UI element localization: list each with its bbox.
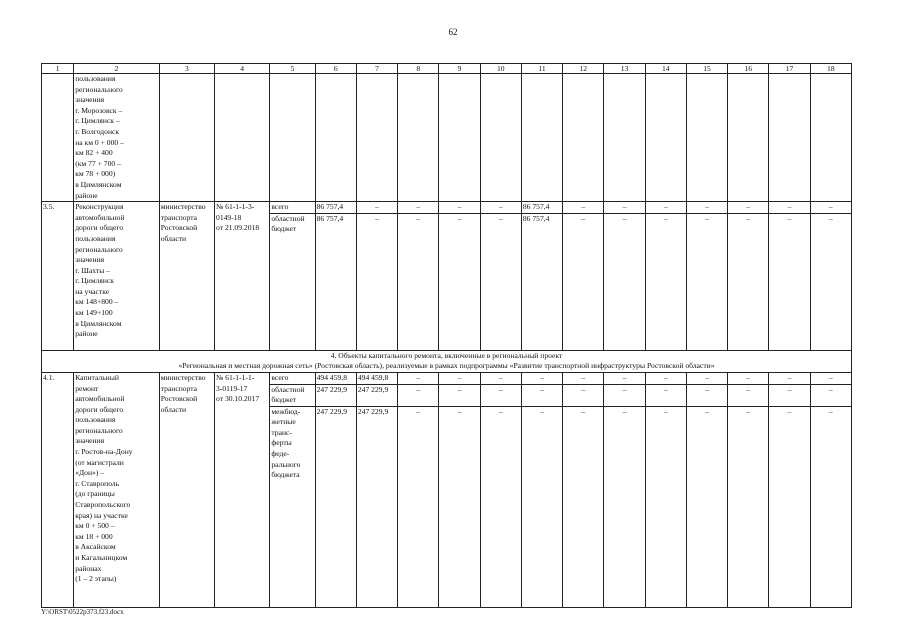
dash-cell: – — [521, 384, 562, 406]
column-number: 11 — [521, 64, 562, 74]
empty-cell — [315, 74, 356, 202]
section-heading-row — [42, 350, 852, 372]
item-number: 4.1. — [42, 372, 74, 607]
column-number: 6 — [315, 64, 356, 74]
dash-cell: – — [645, 202, 686, 214]
dash-cell: – — [439, 384, 480, 406]
table-row — [42, 74, 852, 202]
amount-cell: 86 757,4 — [315, 213, 356, 350]
empty-cell — [356, 74, 397, 202]
column-number: 16 — [728, 64, 769, 74]
column-number: 5 — [270, 64, 315, 74]
dash-cell: – — [686, 406, 727, 607]
amount-cell: 247 229,9 — [315, 384, 356, 406]
table-row — [42, 372, 852, 384]
dash-cell: – — [480, 213, 521, 350]
dash-cell: – — [810, 384, 851, 406]
object-name: пользования регионального значения г. Морозовск – г. Цимлянск – г. Волгодонск на км 0 + 000 – км 82 + 400 (км 77 + 700 – км 78 + 000) в Цимлянском районе — [74, 74, 160, 202]
column-number: 15 — [686, 64, 727, 74]
dash-cell: – — [521, 406, 562, 607]
section-heading-line: 4. Объекты капитального ремонта, включенные в региональный проект — [330, 350, 563, 360]
dash-cell: – — [563, 406, 604, 607]
dash-cell: – — [686, 372, 727, 384]
column-number: 1 — [42, 64, 74, 74]
empty-cell — [645, 74, 686, 202]
dash-cell: – — [645, 406, 686, 607]
amount-cell: 86 757,4 — [315, 202, 356, 214]
funding-source: всего — [270, 202, 315, 214]
dash-cell: – — [480, 372, 521, 384]
dash-cell: – — [769, 213, 810, 350]
empty-cell — [604, 74, 645, 202]
dash-cell: – — [810, 202, 851, 214]
dash-cell: – — [563, 202, 604, 214]
empty-cell — [159, 74, 214, 202]
dash-cell: – — [398, 213, 439, 350]
dash-cell: – — [810, 372, 851, 384]
dash-cell: – — [398, 372, 439, 384]
dash-cell: – — [728, 406, 769, 607]
dash-cell: – — [810, 406, 851, 607]
dash-cell: – — [480, 384, 521, 406]
dash-cell: – — [356, 213, 397, 350]
amount-cell: 247 229,9 — [356, 384, 397, 406]
dash-cell: – — [645, 384, 686, 406]
dash-cell: – — [398, 202, 439, 214]
empty-cell — [439, 74, 480, 202]
dash-cell: – — [769, 384, 810, 406]
dash-cell: – — [439, 213, 480, 350]
empty-cell — [215, 74, 270, 202]
column-number: 12 — [563, 64, 604, 74]
dash-cell: – — [810, 213, 851, 350]
dash-cell: – — [645, 372, 686, 384]
empty-cell — [686, 74, 727, 202]
dash-cell: – — [439, 406, 480, 607]
empty-cell — [728, 74, 769, 202]
amount-cell: 494 459,8 — [356, 372, 397, 384]
dash-cell: – — [728, 372, 769, 384]
column-number: 8 — [398, 64, 439, 74]
empty-cell — [521, 74, 562, 202]
dash-cell: – — [645, 213, 686, 350]
amount-cell: 247 229,9 — [315, 406, 356, 607]
object-name: Капитальный ремонт автомобильной дороги общего пользования регионального значения г. Ростов-на-Дону (от магистрали «Дон») – г. Ставрополь (до границы Ставропольского края) на участке км 0 + 500 – км 18 + 000 в Аксайском и Кагальницком районах (1 – 2 этапы) — [74, 372, 160, 607]
dash-cell: – — [480, 202, 521, 214]
empty-cell — [42, 74, 74, 202]
funding-source: областной бюджет — [270, 213, 315, 350]
column-number: 2 — [74, 64, 160, 74]
empty-cell — [398, 74, 439, 202]
amount-cell: 86 757,4 — [521, 202, 562, 214]
item-number: 3.5. — [42, 202, 74, 351]
column-number: 7 — [356, 64, 397, 74]
file-path-footer: Y:\ORST\0522p373.f23.docx — [41, 608, 124, 616]
dash-cell: – — [480, 406, 521, 607]
dash-cell: – — [604, 406, 645, 607]
dash-cell: – — [769, 202, 810, 214]
amount-cell: 494 459,8 — [315, 372, 356, 384]
empty-cell — [480, 74, 521, 202]
section-heading — [42, 350, 852, 372]
dash-cell: – — [728, 384, 769, 406]
empty-cell — [769, 74, 810, 202]
column-number: 10 — [480, 64, 521, 74]
column-number: 4 — [215, 64, 270, 74]
program-table — [41, 63, 852, 608]
dash-cell: – — [604, 384, 645, 406]
column-number: 14 — [645, 64, 686, 74]
column-number: 18 — [810, 64, 851, 74]
dash-cell: – — [686, 384, 727, 406]
dash-cell: – — [439, 202, 480, 214]
dash-cell: – — [604, 372, 645, 384]
page-number: 62 — [448, 27, 458, 37]
column-number-row — [42, 64, 852, 74]
funding-source: межбюд- жетные транс- ферты феде- рального бюджета — [270, 406, 315, 607]
dash-cell: – — [604, 213, 645, 350]
executor: министерство транспорта Ростовской области — [159, 372, 214, 607]
empty-cell — [270, 74, 315, 202]
document-reference: № 61-1-1-3- 0149-18 от 21.09.2018 — [215, 202, 270, 351]
empty-cell — [810, 74, 851, 202]
empty-cell — [563, 74, 604, 202]
dash-cell: – — [356, 202, 397, 214]
dash-cell: – — [769, 406, 810, 607]
amount-cell: 86 757,4 — [521, 213, 562, 350]
dash-cell: – — [686, 202, 727, 214]
section-heading-line: «Региональная и местная дорожная сеть» (Ростовская область), реализуемые в рамках подпрограммы «Развитие транспортной инфраструктуры Ростовской области» — [178, 361, 715, 371]
dash-cell: – — [398, 406, 439, 607]
dash-cell: – — [604, 202, 645, 214]
object-name: Реконструкция автомобильной дороги общего пользования регионального значения г. Шахты – г. Цимлянск на участке км 148+800 – км 149+100 в Цимлянском районе — [74, 202, 160, 351]
dash-cell: – — [728, 213, 769, 350]
column-number: 9 — [439, 64, 480, 74]
executor: министерство транспорта Ростовской области — [159, 202, 214, 351]
dash-cell: – — [769, 372, 810, 384]
dash-cell: – — [439, 372, 480, 384]
dash-cell: – — [398, 384, 439, 406]
dash-cell: – — [563, 372, 604, 384]
funding-source: всего — [270, 372, 315, 384]
dash-cell: – — [563, 384, 604, 406]
column-number: 3 — [159, 64, 214, 74]
column-number: 13 — [604, 64, 645, 74]
document-reference: № 61-1-1-1- 3-0119-17 от 30.10.2017 — [215, 372, 270, 607]
dash-cell: – — [728, 202, 769, 214]
column-number: 17 — [769, 64, 810, 74]
dash-cell: – — [563, 213, 604, 350]
funding-source: областной бюджет — [270, 384, 315, 406]
dash-cell: – — [521, 372, 562, 384]
amount-cell: 247 229,9 — [356, 406, 397, 607]
dash-cell: – — [686, 213, 727, 350]
table-row — [42, 202, 852, 214]
